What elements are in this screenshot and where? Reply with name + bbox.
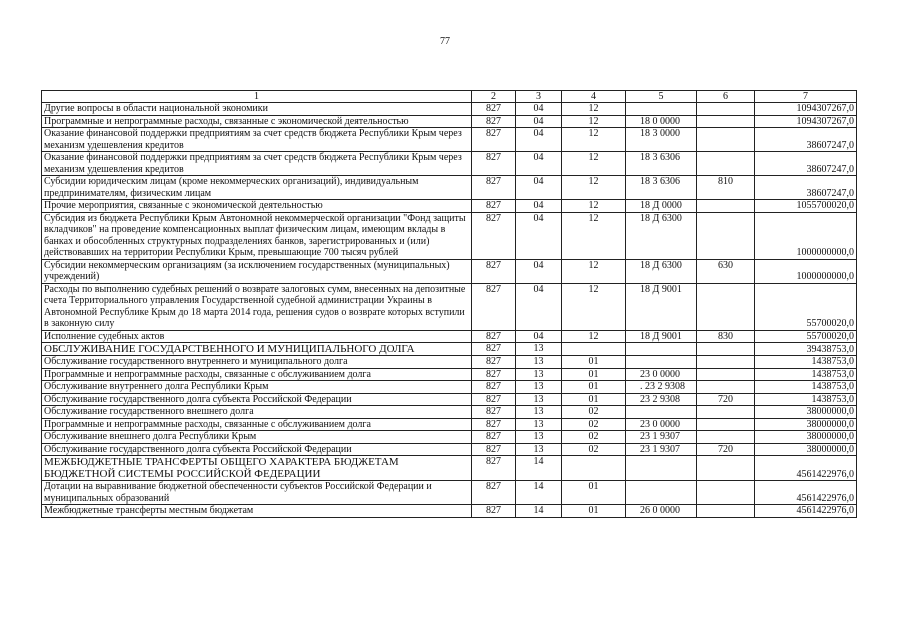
- table-row: [42, 128, 857, 152]
- row-section-cell: 13: [516, 406, 562, 419]
- row-grbs-cell: 827: [472, 381, 516, 394]
- row-section-cell: 13: [516, 418, 562, 431]
- row-section-cell: 04: [516, 330, 562, 343]
- table-row: [42, 343, 857, 356]
- row-section-cell: 13: [516, 343, 562, 356]
- row-grbs-cell: 827: [472, 368, 516, 381]
- row-amount-cell: 39438753,0: [755, 343, 857, 356]
- row-target-article-cell: [626, 481, 697, 505]
- row-amount-cell: 38607247,0: [755, 128, 857, 152]
- table-row: [42, 176, 857, 200]
- row-expense-type-cell: 830: [697, 330, 755, 343]
- row-amount-cell: 38000000,0: [755, 431, 857, 444]
- row-amount-cell: 1438753,0: [755, 356, 857, 369]
- row-expense-type-cell: [697, 128, 755, 152]
- row-section-cell: 14: [516, 456, 562, 481]
- row-expense-type-cell: [697, 152, 755, 176]
- row-name-cell: Обслуживание внешнего долга Республики Крым: [42, 431, 472, 444]
- row-subsection-cell: 01: [562, 505, 626, 518]
- row-expense-type-cell: [697, 283, 755, 330]
- row-subsection-cell: 01: [562, 368, 626, 381]
- table-row: [42, 481, 857, 505]
- header-col-1: 1: [42, 91, 472, 103]
- row-target-article-cell: 18 3 6306: [626, 152, 697, 176]
- row-amount-cell: 38000000,0: [755, 443, 857, 456]
- row-section-cell: 04: [516, 176, 562, 200]
- row-name-cell: Расходы по выполнению судебных решений о возврате залоговых сумм, внесенных на депозитные счета Территориального управления Государственной судебной администрации Украины в Автономной Республике Крым до 18 марта 2014 года, решения судов о возврате которых вступили в законную силу: [42, 283, 472, 330]
- table-row: [42, 456, 857, 481]
- row-section-cell: 14: [516, 505, 562, 518]
- row-subsection-cell: 12: [562, 176, 626, 200]
- row-target-article-cell: 18 Д 0000: [626, 200, 697, 213]
- table-row: [42, 283, 857, 330]
- row-name-cell: Обслуживание внутреннего долга Республики Крым: [42, 381, 472, 394]
- row-grbs-cell: 827: [472, 418, 516, 431]
- row-subsection-cell: 12: [562, 330, 626, 343]
- row-grbs-cell: 827: [472, 393, 516, 406]
- row-grbs-cell: 827: [472, 343, 516, 356]
- row-target-article-cell: 23 1 9307: [626, 431, 697, 444]
- row-target-article-cell: [626, 343, 697, 356]
- row-name-cell: Программные и непрограммные расходы, связанные с обслуживанием долга: [42, 418, 472, 431]
- row-subsection-cell: 12: [562, 103, 626, 116]
- row-expense-type-cell: [697, 212, 755, 259]
- header-col-3: 3: [516, 91, 562, 103]
- row-subsection-cell: 01: [562, 393, 626, 406]
- row-grbs-cell: 827: [472, 456, 516, 481]
- row-subsection-cell: [562, 343, 626, 356]
- row-name-cell: Обслуживание государственного долга субъекта Российской Федерации: [42, 443, 472, 456]
- row-expense-type-cell: [697, 368, 755, 381]
- row-amount-cell: 1055700020,0: [755, 200, 857, 213]
- row-amount-cell: 1094307267,0: [755, 103, 857, 116]
- row-grbs-cell: 827: [472, 330, 516, 343]
- table-row: [42, 212, 857, 259]
- row-amount-cell: 1000000000,0: [755, 212, 857, 259]
- table-row: [42, 103, 857, 116]
- row-target-article-cell: 18 3 0000: [626, 128, 697, 152]
- table-row: [42, 259, 857, 283]
- row-section-cell: 13: [516, 443, 562, 456]
- row-name-cell: Прочие мероприятия, связанные с экономической деятельностью: [42, 200, 472, 213]
- row-section-cell: 04: [516, 103, 562, 116]
- row-grbs-cell: 827: [472, 481, 516, 505]
- row-expense-type-cell: [697, 431, 755, 444]
- row-section-cell: 04: [516, 212, 562, 259]
- row-section-cell: 14: [516, 481, 562, 505]
- row-target-article-cell: [626, 456, 697, 481]
- row-subsection-cell: 01: [562, 356, 626, 369]
- row-expense-type-cell: [697, 456, 755, 481]
- row-grbs-cell: 827: [472, 200, 516, 213]
- row-target-article-cell: [626, 406, 697, 419]
- row-target-article-cell: 18 Д 9001: [626, 283, 697, 330]
- row-subsection-cell: 02: [562, 431, 626, 444]
- row-subsection-cell: 12: [562, 128, 626, 152]
- table-row: [42, 418, 857, 431]
- row-section-cell: 04: [516, 283, 562, 330]
- row-amount-cell: 38607247,0: [755, 176, 857, 200]
- header-col-5: 5: [626, 91, 697, 103]
- page-number: 77: [440, 36, 450, 47]
- row-grbs-cell: 827: [472, 103, 516, 116]
- row-section-cell: 13: [516, 431, 562, 444]
- row-target-article-cell: . 23 2 9308: [626, 381, 697, 394]
- table-body: [42, 103, 857, 518]
- row-section-cell: 13: [516, 356, 562, 369]
- row-name-cell: ОБСЛУЖИВАНИЕ ГОСУДАРСТВЕННОГО И МУНИЦИПАЛЬНОГО ДОЛГА: [42, 343, 472, 356]
- row-expense-type-cell: [697, 505, 755, 518]
- row-name-cell: Дотации на выравнивание бюджетной обеспеченности субъектов Российской Федерации и муниципальных образований: [42, 481, 472, 505]
- table-row: [42, 368, 857, 381]
- row-target-article-cell: 23 0 0000: [626, 418, 697, 431]
- row-section-cell: 13: [516, 381, 562, 394]
- row-grbs-cell: 827: [472, 406, 516, 419]
- table-header: [42, 91, 857, 103]
- row-section-cell: 04: [516, 259, 562, 283]
- row-amount-cell: 1438753,0: [755, 368, 857, 381]
- row-name-cell: Обслуживание государственного внутреннего и муниципального долга: [42, 356, 472, 369]
- row-expense-type-cell: 810: [697, 176, 755, 200]
- row-subsection-cell: 12: [562, 115, 626, 128]
- row-subsection-cell: 12: [562, 259, 626, 283]
- budget-table: [41, 90, 857, 518]
- row-target-article-cell: [626, 103, 697, 116]
- row-expense-type-cell: 630: [697, 259, 755, 283]
- row-amount-cell: 38000000,0: [755, 406, 857, 419]
- header-col-6: 6: [697, 91, 755, 103]
- row-grbs-cell: 827: [472, 356, 516, 369]
- row-expense-type-cell: 720: [697, 393, 755, 406]
- row-grbs-cell: 827: [472, 431, 516, 444]
- table-row: [42, 393, 857, 406]
- header-col-2: 2: [472, 91, 516, 103]
- row-amount-cell: 55700020,0: [755, 330, 857, 343]
- row-target-article-cell: 18 Д 6300: [626, 212, 697, 259]
- row-amount-cell: 1438753,0: [755, 393, 857, 406]
- row-amount-cell: 1094307267,0: [755, 115, 857, 128]
- row-name-cell: Оказание финансовой поддержки предприятиям за счет средств бюджета Республики Крым через механизм удешевления кредитов: [42, 152, 472, 176]
- row-amount-cell: 38000000,0: [755, 418, 857, 431]
- row-name-cell: Оказание финансовой поддержки предприятиям за счет средств бюджета Республики Крым через механизм удешевления кредитов: [42, 128, 472, 152]
- row-name-cell: Исполнение судебных актов: [42, 330, 472, 343]
- row-expense-type-cell: 720: [697, 443, 755, 456]
- row-target-article-cell: 23 0 0000: [626, 368, 697, 381]
- table-row: [42, 356, 857, 369]
- row-amount-cell: 1438753,0: [755, 381, 857, 394]
- row-expense-type-cell: [697, 418, 755, 431]
- row-section-cell: 04: [516, 152, 562, 176]
- row-subsection-cell: 01: [562, 481, 626, 505]
- row-expense-type-cell: [697, 343, 755, 356]
- row-subsection-cell: 02: [562, 418, 626, 431]
- row-subsection-cell: [562, 456, 626, 481]
- row-name-cell: МЕЖБЮДЖЕТНЫЕ ТРАНСФЕРТЫ ОБЩЕГО ХАРАКТЕРА БЮДЖЕТАМ БЮДЖЕТНОЙ СИСТЕМЫ РОССИЙСКОЙ ФЕДЕРАЦИИ: [42, 456, 472, 481]
- row-target-article-cell: 26 0 0000: [626, 505, 697, 518]
- table-row: [42, 505, 857, 518]
- table-row: [42, 431, 857, 444]
- row-section-cell: 04: [516, 200, 562, 213]
- row-amount-cell: 38607247,0: [755, 152, 857, 176]
- row-name-cell: Другие вопросы в области национальной экономики: [42, 103, 472, 116]
- table-row: [42, 406, 857, 419]
- row-expense-type-cell: [697, 103, 755, 116]
- row-amount-cell: 4561422976,0: [755, 505, 857, 518]
- row-section-cell: 13: [516, 368, 562, 381]
- row-name-cell: Межбюджетные трансферты местным бюджетам: [42, 505, 472, 518]
- row-expense-type-cell: [697, 356, 755, 369]
- row-name-cell: Программные и непрограммные расходы, связанные с обслуживанием долга: [42, 368, 472, 381]
- row-target-article-cell: 18 0 0000: [626, 115, 697, 128]
- row-subsection-cell: 12: [562, 200, 626, 213]
- row-target-article-cell: [626, 356, 697, 369]
- row-name-cell: Обслуживание государственного долга субъекта Российской Федерации: [42, 393, 472, 406]
- table-row: [42, 115, 857, 128]
- row-amount-cell: 4561422976,0: [755, 456, 857, 481]
- row-amount-cell: 55700020,0: [755, 283, 857, 330]
- row-grbs-cell: 827: [472, 259, 516, 283]
- row-expense-type-cell: [697, 381, 755, 394]
- row-name-cell: Субсидии некоммерческим организациям (за исключением государственных (муниципальных) учреждений): [42, 259, 472, 283]
- row-target-article-cell: 18 Д 9001: [626, 330, 697, 343]
- table-row: [42, 200, 857, 213]
- row-grbs-cell: 827: [472, 212, 516, 259]
- row-grbs-cell: 827: [472, 176, 516, 200]
- row-name-cell: Обслуживание государственного внешнего долга: [42, 406, 472, 419]
- row-target-article-cell: 18 3 6306: [626, 176, 697, 200]
- row-section-cell: 13: [516, 393, 562, 406]
- row-target-article-cell: 18 Д 6300: [626, 259, 697, 283]
- row-expense-type-cell: [697, 481, 755, 505]
- row-name-cell: Субсидия из бюджета Республики Крым Автономной некоммерческой организации "Фонд защиты вкладчиков" на проведение компенсационных выплат физическим лицам, имеющим вклады в банках и обособленных структурных подразделениях банков, зарегистрированных и (или) действовавших на территории Республики Крым, превышающие 700 тысяч рублей: [42, 212, 472, 259]
- row-subsection-cell: 02: [562, 443, 626, 456]
- table-row: [42, 330, 857, 343]
- row-target-article-cell: 23 1 9307: [626, 443, 697, 456]
- row-subsection-cell: 01: [562, 381, 626, 394]
- row-section-cell: 04: [516, 115, 562, 128]
- row-grbs-cell: 827: [472, 128, 516, 152]
- row-subsection-cell: 12: [562, 212, 626, 259]
- table-row: [42, 381, 857, 394]
- header-col-7: 7: [755, 91, 857, 103]
- row-grbs-cell: 827: [472, 115, 516, 128]
- row-amount-cell: 1000000000,0: [755, 259, 857, 283]
- row-name-cell: Субсидии юридическим лицам (кроме некоммерческих организаций), индивидуальным предпринимателям, физическим лицам: [42, 176, 472, 200]
- row-section-cell: 04: [516, 128, 562, 152]
- row-grbs-cell: 827: [472, 505, 516, 518]
- row-subsection-cell: 12: [562, 152, 626, 176]
- row-expense-type-cell: [697, 406, 755, 419]
- row-expense-type-cell: [697, 200, 755, 213]
- table-row: [42, 152, 857, 176]
- header-col-4: 4: [562, 91, 626, 103]
- row-amount-cell: 4561422976,0: [755, 481, 857, 505]
- row-name-cell: Программные и непрограммные расходы, связанные с экономической деятельностью: [42, 115, 472, 128]
- row-target-article-cell: 23 2 9308: [626, 393, 697, 406]
- table-row: [42, 443, 857, 456]
- row-subsection-cell: 12: [562, 283, 626, 330]
- row-grbs-cell: 827: [472, 283, 516, 330]
- row-expense-type-cell: [697, 115, 755, 128]
- header-row: [42, 91, 857, 103]
- row-subsection-cell: 02: [562, 406, 626, 419]
- row-grbs-cell: 827: [472, 443, 516, 456]
- row-grbs-cell: 827: [472, 152, 516, 176]
